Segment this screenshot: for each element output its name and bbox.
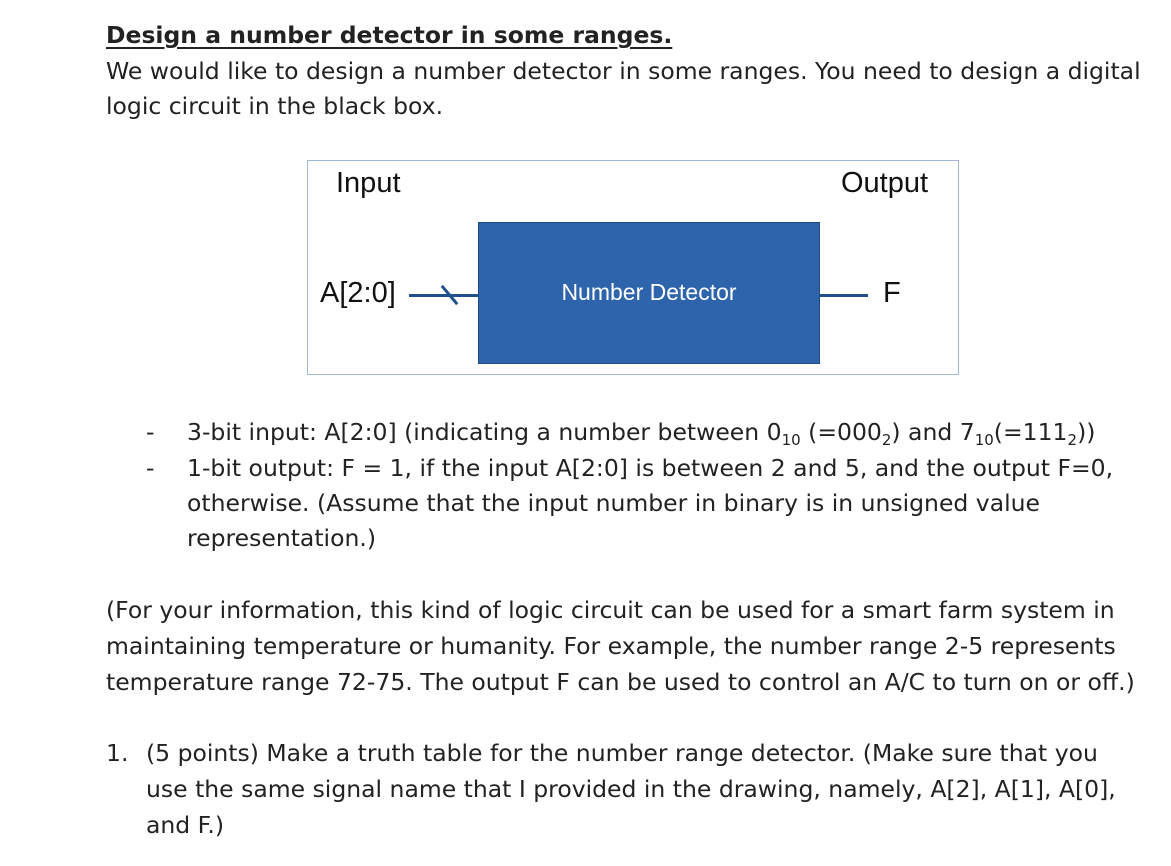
bullet-input-spec: 3-bit input: A[2:0] (indicating a number between $0_{10}$ $(=000_2)$ and $7_{10}(=111_2)$) [187, 418, 1096, 449]
bullet-output-spec: representation.) [187, 524, 376, 552]
bullet-output-spec: otherwise. (Assume that the input number in binary is in unsigned value [187, 489, 1040, 517]
question-text: use the same signal name that I provided in the drawing, namely, A[2], A[1], A[0], [146, 775, 1116, 803]
bullet-output-spec: 1-bit output: F = 1, if the input A[2:0] is between 2 and 5, and the output F=0, [187, 454, 1114, 482]
input-signal-label: A[2:0] [320, 277, 396, 309]
intro-line: We would like to design a number detector in some ranges. You need to design a digital [106, 57, 1141, 85]
info-paragraph: temperature range 72-75. The output F can be used to control an A/C to turn on or off.) [106, 668, 1135, 696]
info-paragraph: (For your information, this kind of logic circuit can be used for a smart farm system in [106, 596, 1115, 624]
output-wire [820, 294, 868, 297]
block-diagram [307, 160, 959, 375]
block-label: Number Detector [561, 279, 737, 305]
question-text: (5 points) Make a truth table for the number range detector. (Make sure that you [146, 739, 1098, 767]
input-wire [409, 294, 478, 297]
bullet-dash: - [146, 454, 155, 482]
page-title: Design a number detector in some ranges. [106, 21, 673, 49]
info-paragraph: maintaining temperature or humanity. For example, the number range 2-5 represents [106, 632, 1116, 660]
number-detector-block [478, 222, 820, 364]
output-signal-label: F [883, 277, 901, 309]
intro-line: logic circuit in the black box. [106, 92, 444, 120]
input-heading: Input [336, 167, 401, 199]
question-text: and F.) [146, 811, 225, 839]
question-number: 1. [106, 739, 129, 767]
bullet-dash: - [146, 418, 155, 446]
output-heading: Output [841, 167, 929, 199]
